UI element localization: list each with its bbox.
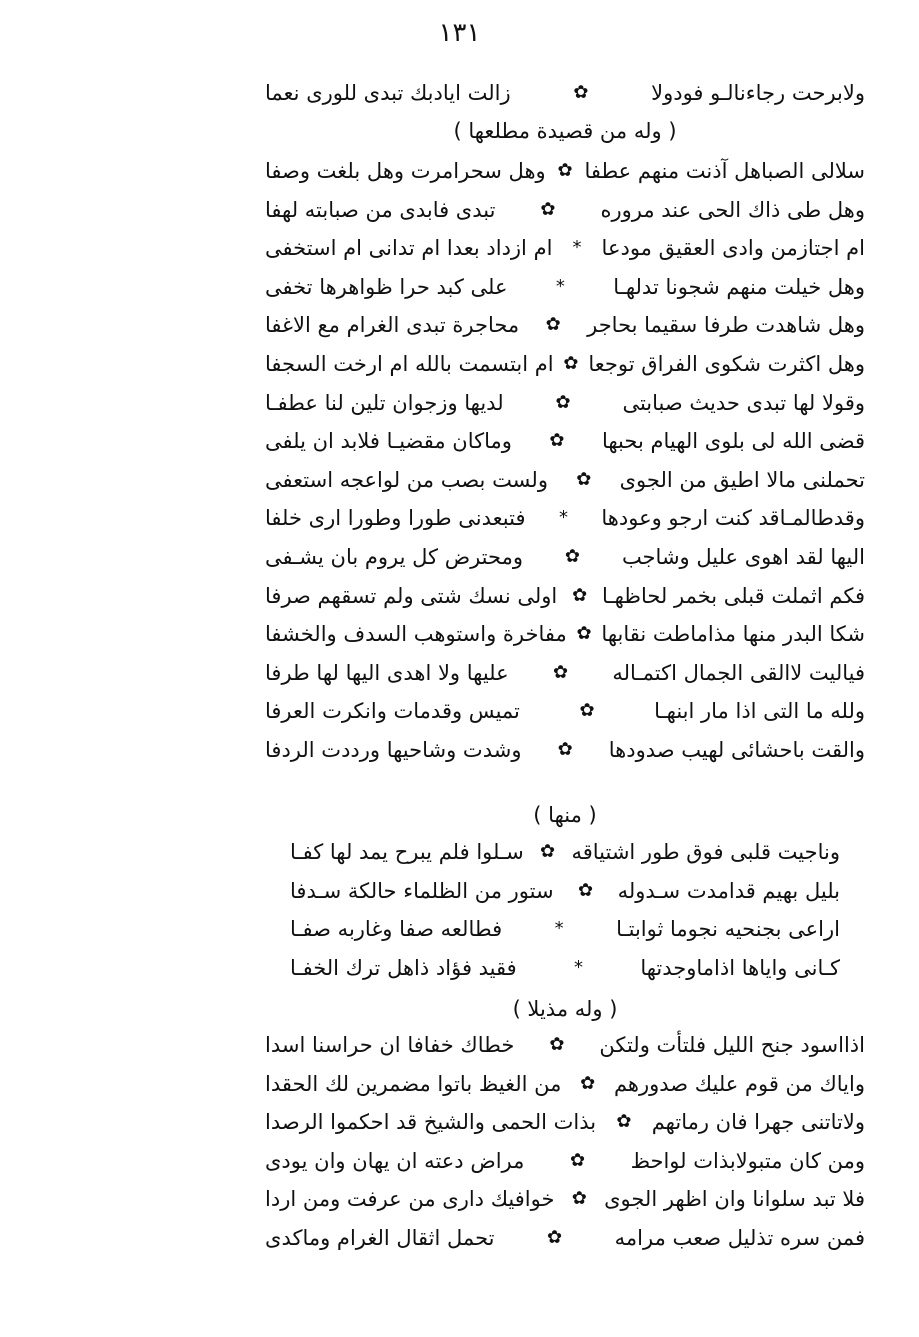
verse-line [265, 229, 865, 268]
verse-first-hemistich: سلالى الصباهل آذنت منهم عطفا [584, 159, 865, 183]
verse-separator: ✿ [578, 879, 594, 901]
verse-second-hemistich: خطاك خفافا ان حراسنا اسدا [265, 1033, 515, 1057]
verse-second-hemistich: فتبعدنى طورا وطورا ارى خلفا [265, 506, 526, 531]
verse-first-hemistich: اذااسود جنح الليل فلتأت ولتكن [599, 1033, 865, 1057]
verse-first-hemistich: وهل خيلت منهم شجونا تدلهـا [613, 274, 865, 299]
verse-separator: ✿ [563, 352, 579, 374]
verse-second-hemistich: من الغيظ باتوا مضمرين لك الحقدا [265, 1071, 562, 1096]
verse-first-hemistich: ولابرحت رجاءنالـو فودولا [651, 81, 865, 105]
verse-first-hemistich: ام اجتازمن وادى العقيق مودعا [601, 236, 865, 261]
verse-line [265, 1026, 865, 1065]
verse-second-hemistich: ام ازداد بعدا ام تدانى ام استخفى [265, 236, 553, 261]
verse-second-hemistich: ولست بصب من لواعجه استعفى [265, 467, 548, 492]
verse-line [265, 538, 865, 577]
verse-line [290, 872, 840, 911]
verse-first-hemistich: كـانى واياها اذاماوجدتها [640, 955, 840, 980]
verse-second-hemistich: مفاخرة واستوهب السدف والخشفا [265, 622, 567, 647]
verse-line [265, 1103, 865, 1142]
verse-line [265, 1065, 865, 1104]
verse-line [265, 1180, 865, 1219]
verse-separator: ✿ [579, 700, 595, 722]
verse-first-hemistich: ولاتاتنى جهرا فان رماتهم [651, 1110, 865, 1135]
verse-first-hemistich: وقدطالمـاقد كنت ارجو وعودها [601, 506, 865, 531]
verse-line [265, 191, 865, 230]
verse-second-hemistich: وهل سحرامرت وهل بلغت وصفا [265, 159, 546, 183]
verse-separator: ✿ [576, 468, 592, 490]
verse-separator: ✿ [549, 1034, 565, 1055]
verse-separator: * [572, 237, 582, 259]
verse-separator: ✿ [540, 198, 556, 220]
verse-first-hemistich: ومن كان متبولابذات لواحظ [630, 1148, 865, 1173]
verse-second-hemistich: ام ابتسمت بالله ام ارخت السجفا [265, 351, 554, 376]
verse-second-hemistich: محاجرة تبدى الغرام مع الاغفا [265, 313, 520, 338]
section-heading-mudhayyalan: ( وله مذيلا ) [512, 997, 618, 1021]
verse-separator: ✿ [540, 841, 556, 862]
verse-first-hemistich: وهل طى ذاك الحى عند مروره [600, 197, 865, 222]
verse-second-hemistich: تميس وقدمات وانكرت العرفا [265, 699, 520, 724]
verse-first-hemistich: فمن سره تذليل صعب مرامه [614, 1225, 865, 1250]
verse-separator: ✿ [576, 623, 592, 645]
verse-first-hemistich: واياك من قوم عليك صدورهم [613, 1071, 865, 1096]
verse-first-hemistich: وناجيت قلبى فوق طور اشتياقه [571, 840, 840, 864]
verse-second-hemistich: لديها وزجوان تلين لنا عطفـا [265, 390, 504, 415]
verse-line [265, 152, 865, 191]
verse-line [265, 74, 865, 113]
verse-separator: * [574, 956, 583, 978]
verse-line [265, 306, 865, 345]
verse-line [290, 833, 840, 872]
verse-second-hemistich: ستور من الظلماء حالكة سـدفا [290, 878, 554, 903]
verse-second-hemistich: على كبد حرا ظواهرها تخفى [265, 274, 508, 299]
verse-second-hemistich: بذات الحمى والشيخ قد احكموا الرصدا [265, 1110, 597, 1135]
verse-separator: ✿ [572, 584, 588, 606]
verse-first-hemistich: اراعى بجنحيه نجوما ثوابتـا [616, 917, 840, 942]
verse-separator: ✿ [557, 738, 573, 760]
verse-separator: ✿ [547, 1226, 563, 1248]
verse-second-hemistich: تبدى فابدى من صبابته لهفا [265, 197, 496, 222]
verse-line [265, 615, 865, 654]
verse-second-hemistich: وشدت وشاحيها ورددت الردفا [265, 737, 522, 762]
verse-first-hemistich: فلا تبد سلوانا وان اظهر الجوى [604, 1187, 865, 1212]
verse-separator: ✿ [555, 391, 571, 413]
verse-block-opening [265, 74, 865, 113]
verse-line [290, 910, 840, 949]
section-heading-minha: ( منها ) [533, 803, 597, 827]
verse-first-hemistich: والقت باحشائى لهيب صدودها [608, 737, 865, 762]
verse-separator: ✿ [569, 1149, 586, 1171]
verse-line [265, 692, 865, 731]
verse-line [290, 949, 840, 988]
verse-second-hemistich: وماكان مقضيـا فلابد ان يلفى [265, 429, 512, 454]
verse-line [265, 1142, 865, 1181]
verse-line [265, 499, 865, 538]
verse-separator: * [555, 275, 565, 297]
verse-separator: ✿ [571, 1188, 587, 1210]
verse-separator: ✿ [549, 430, 565, 452]
verse-separator: ✿ [545, 314, 561, 336]
page-number: ١٣١ [438, 18, 481, 48]
verse-separator: ✿ [580, 1072, 596, 1094]
verse-second-hemistich: عليها ولا اهدى اليها لها طرفا [265, 660, 509, 685]
section-heading-qasida: ( وله من قصيدة مطلعها ) [453, 119, 677, 143]
verse-second-hemistich: ومحترض كل يروم بان يشـفى [265, 544, 523, 569]
verse-line [265, 461, 865, 500]
verse-line [265, 731, 865, 770]
verse-separator: ✿ [557, 160, 573, 181]
verse-line [265, 577, 865, 616]
verse-first-hemistich: تحملنى مالا اطيق من الجوى [619, 467, 865, 492]
verse-first-hemistich: وقولا لها تبدى حديث صبابتى [622, 390, 865, 415]
verse-first-hemistich: وهل شاهدت طرفا سقيما بحاجر [587, 313, 865, 338]
verse-block-minha [290, 833, 840, 987]
verse-line [265, 1219, 865, 1258]
verse-line [265, 345, 865, 384]
verse-first-hemistich: شكا البدر منها مذاماطت نقابها [601, 622, 865, 647]
verse-line [265, 654, 865, 693]
verse-line [265, 268, 865, 307]
verse-line [265, 422, 865, 461]
verse-second-hemistich: تحمل اثقال الغرام وماكدى [265, 1225, 495, 1250]
verse-separator: ✿ [573, 82, 589, 103]
verse-first-hemistich: ولله ما التى اذا مار ابنهـا [654, 699, 865, 724]
verse-separator: ✿ [552, 661, 569, 683]
verse-first-hemistich: فياليت لاالقى الجمال اكتمـاله [612, 660, 865, 685]
verse-second-hemistich: خوافيك دارى من عرفت ومن اردا [265, 1187, 555, 1212]
verse-separator: * [554, 918, 564, 940]
verse-first-hemistich: بليل بهيم قدامدت سـدوله [617, 878, 840, 903]
verse-second-hemistich: فقيد فؤاد ذاهل ترك الخفـا [290, 955, 517, 980]
verse-separator: ✿ [616, 1111, 632, 1133]
verse-second-hemistich: فطالعه صفا وغاربه صفـا [290, 917, 503, 942]
verse-line [265, 384, 865, 423]
verse-first-hemistich: اليها لقد اهوى عليل وشاجب [621, 544, 865, 569]
verse-first-hemistich: قضى الله لى بلوى الهيام بحبها [601, 429, 865, 454]
verse-separator: * [558, 507, 568, 529]
verse-second-hemistich: سـلوا فلم يبرح يمد لها كفـا [290, 840, 524, 864]
verse-second-hemistich: زالت ايادبك تبدى للورى نعما [265, 81, 511, 105]
verse-second-hemistich: اولى نسك شتى ولم تسقهم صرفا [265, 583, 558, 608]
verse-second-hemistich: مراض دعته ان يهان وان يودى [265, 1148, 525, 1173]
verse-first-hemistich: فكم اثملت قبلى بخمر لحاظهـا [602, 583, 865, 608]
verse-first-hemistich: وهل اكثرت شكوى الفراق توجعا [588, 351, 865, 376]
verse-block-qasida [265, 152, 865, 770]
verse-block-mudhayyalan [265, 1026, 865, 1258]
verse-separator: ✿ [564, 545, 580, 567]
